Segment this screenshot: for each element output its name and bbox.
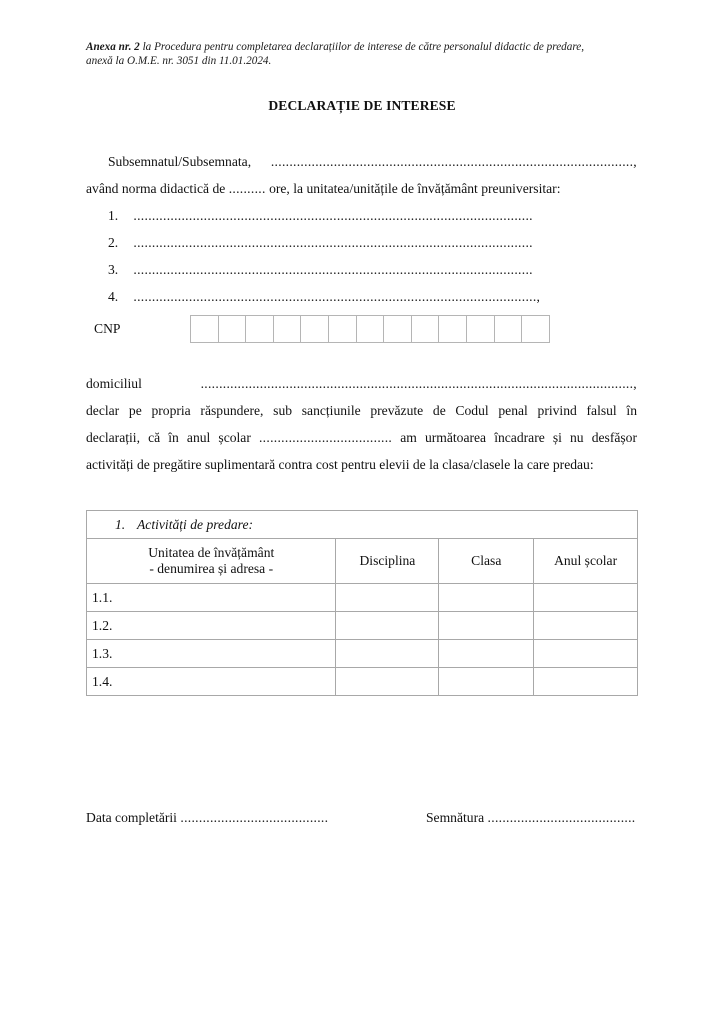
cell-school-year[interactable] — [534, 584, 638, 612]
cnp-label: CNP — [94, 321, 121, 336]
header-unit-line1: Unitatea de învățământ — [148, 545, 275, 560]
unit-field[interactable]: ............................................................................................................ — [133, 262, 533, 277]
school-year-suffix: am următoarea încadrare și nu desfășor — [400, 430, 638, 445]
date-field[interactable]: ........................................ — [180, 810, 329, 825]
annex-header — [86, 40, 646, 68]
cnp-digit-box[interactable] — [246, 316, 274, 342]
header-unit-line2: - denumirea și adresa - — [149, 561, 274, 576]
section-number: 1. — [115, 516, 126, 532]
cell-discipline[interactable] — [336, 612, 439, 640]
cell-school-year[interactable] — [534, 668, 638, 696]
cell-class[interactable] — [439, 668, 534, 696]
section-title-row — [87, 511, 638, 539]
signature-field[interactable]: ........................................ — [487, 810, 636, 825]
declaration-line-3: activități de pregătire suplimentară contra cost pentru elevii de la clasa/clasele la care predau: — [86, 457, 594, 472]
row-number[interactable]: 1.1. — [87, 584, 336, 612]
unit-num: 3. — [108, 262, 119, 277]
domicile-label: domiciliul — [86, 376, 142, 391]
header-class: Clasa — [439, 539, 534, 584]
cnp-digit-box[interactable] — [219, 316, 247, 342]
cnp-digit-box[interactable] — [495, 316, 523, 342]
unit-field[interactable]: ............................................................................................................., — [133, 289, 541, 304]
cell-discipline[interactable] — [336, 668, 439, 696]
table-row — [87, 640, 638, 668]
signature-block — [426, 810, 635, 826]
date-label: Data completării — [86, 810, 177, 825]
cnp-digit-box[interactable] — [274, 316, 302, 342]
school-year-field[interactable]: .................................... — [258, 430, 393, 445]
cnp-digit-box[interactable] — [439, 316, 467, 342]
cell-discipline[interactable] — [336, 640, 439, 668]
row-number[interactable]: 1.2. — [87, 612, 336, 640]
cnp-digit-box[interactable] — [329, 316, 357, 342]
domicile-line — [86, 376, 637, 392]
name-line — [108, 154, 637, 170]
norm-suffix: ore, la unitatea/unitățile de învățământ preuniversitar: — [269, 181, 561, 196]
cnp-digit-box[interactable] — [191, 316, 219, 342]
cnp-digit-box[interactable] — [301, 316, 329, 342]
norm-prefix: având norma didactică de — [86, 181, 226, 196]
name-field[interactable]: .................................................................................................., — [270, 154, 637, 169]
annex-text-line2: anexă la O.M.E. nr. 3051 din 11.01.2024. — [86, 55, 272, 67]
section-title — [87, 511, 638, 539]
unit-field[interactable]: ............................................................................................................ — [133, 235, 533, 250]
unit-item-3 — [108, 262, 533, 278]
cnp-digit-box[interactable] — [412, 316, 440, 342]
cell-class[interactable] — [439, 584, 534, 612]
header-unit — [87, 539, 336, 584]
row-number[interactable]: 1.3. — [87, 640, 336, 668]
unit-num: 2. — [108, 235, 119, 250]
cnp-digit-box[interactable] — [357, 316, 385, 342]
unit-num: 4. — [108, 289, 119, 304]
header-school-year: Anul școlar — [534, 539, 638, 584]
table-row — [87, 612, 638, 640]
row-number[interactable]: 1.4. — [87, 668, 336, 696]
unit-item-2 — [108, 235, 533, 251]
teaching-activities-table — [86, 510, 638, 696]
name-label: Subsemnatul/Subsemnata, — [108, 154, 252, 169]
header-discipline: Disciplina — [336, 539, 439, 584]
table-row — [87, 668, 638, 696]
unit-item-4 — [108, 289, 540, 305]
signature-label: Semnătura — [426, 810, 485, 825]
table-row — [87, 584, 638, 612]
domicile-field[interactable]: ....................................................................................................................., — [200, 376, 637, 391]
cell-class[interactable] — [439, 612, 534, 640]
unit-num: 1. — [108, 208, 119, 223]
cell-class[interactable] — [439, 640, 534, 668]
norm-line — [86, 181, 560, 197]
cell-school-year[interactable] — [534, 612, 638, 640]
cnp-digit-box[interactable] — [384, 316, 412, 342]
annex-text-line1: la Procedura pentru completarea declarațiilor de interese de către personalul didactic de predare, — [139, 41, 585, 53]
cell-school-year[interactable] — [534, 640, 638, 668]
norm-hours-field[interactable]: .......... — [228, 181, 266, 196]
school-year-prefix: declarații, că în anul școlar — [86, 430, 251, 445]
header-row — [87, 539, 638, 584]
unit-field[interactable]: ............................................................................................................ — [133, 208, 533, 223]
unit-item-1 — [108, 208, 533, 224]
completion-date — [86, 810, 328, 826]
cell-discipline[interactable] — [336, 584, 439, 612]
cnp-boxes — [190, 315, 550, 343]
cnp-digit-box[interactable] — [522, 316, 549, 342]
section-title-text: Activități de predare: — [137, 516, 254, 532]
declaration-line-1: declar pe propria răspundere, sub sancțiunile prevăzute de Codul penal privind falsul în — [86, 403, 637, 418]
declaration-line-2 — [86, 430, 637, 446]
annex-number: Anexa nr. 2 — [86, 41, 140, 53]
document-title: DECLARAȚIE DE INTERESE — [268, 98, 456, 113]
cnp-digit-box[interactable] — [467, 316, 495, 342]
